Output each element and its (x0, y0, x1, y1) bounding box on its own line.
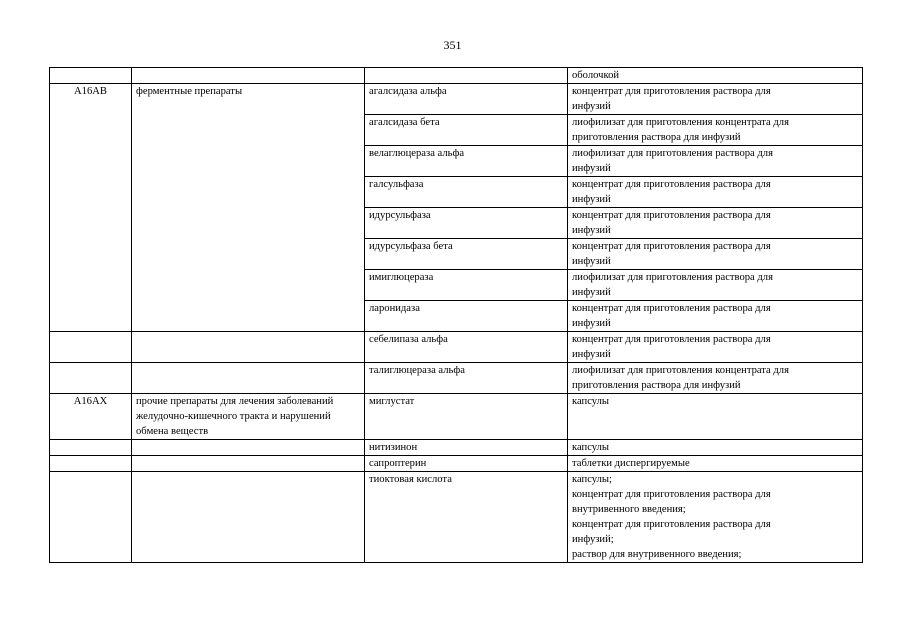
dosage-form-line: концентрат для приготовления раствора для (572, 519, 771, 530)
code-cell (50, 332, 132, 363)
drug-name-cell: агалсидаза бета (365, 115, 568, 146)
dosage-form-cell (568, 84, 863, 115)
dosage-form-line: инфузий; (572, 534, 614, 545)
code-cell (50, 472, 132, 563)
dosage-form-line: лиофилизат для приготовления концентрата для (572, 365, 789, 376)
group-cell (132, 472, 365, 563)
table-row (50, 332, 863, 363)
dosage-form-cell (568, 363, 863, 394)
code-cell: A16AB (50, 84, 132, 332)
drug-name-cell: велаглюцераза альфа (365, 146, 568, 177)
dosage-form-line: концентрат для приготовления раствора для (572, 86, 771, 97)
code-cell (50, 456, 132, 472)
group-cell: ферментные препараты (132, 84, 365, 332)
dosage-form-line: раствор для внутривенного введения; (572, 549, 742, 560)
dosage-form-line: инфузий (572, 287, 611, 298)
dosage-form-line: оболочкой (572, 70, 620, 81)
table-row (50, 84, 863, 115)
dosage-form-cell (568, 146, 863, 177)
dosage-form-line: лиофилизат для приготовления концентрата для (572, 117, 789, 128)
dosage-form-line: концентрат для приготовления раствора для (572, 489, 771, 500)
dosage-form-line: приготовления раствора для инфузий (572, 132, 741, 143)
dosage-form-cell (568, 270, 863, 301)
code-cell (50, 440, 132, 456)
dosage-form-line: инфузий (572, 194, 611, 205)
code-cell: A16AX (50, 394, 132, 440)
drug-name-cell: галсульфаза (365, 177, 568, 208)
dosage-form-line: концентрат для приготовления раствора для (572, 179, 771, 190)
group-cell: прочие препараты для лечения заболеваний желудочно-кишечного тракта и нарушений обмена веществ (132, 394, 365, 440)
dosage-form-line: внутривенного введения; (572, 504, 686, 515)
group-cell (132, 332, 365, 363)
dosage-form-cell (568, 177, 863, 208)
dosage-form-line: концентрат для приготовления раствора для (572, 303, 771, 314)
dosage-form-line: инфузий (572, 163, 611, 174)
dosage-form-cell (568, 394, 863, 440)
dosage-form-line: концентрат для приготовления раствора для (572, 241, 771, 252)
drug-name-cell: имиглюцераза (365, 270, 568, 301)
dosage-form-line: капсулы (572, 396, 610, 407)
group-cell (132, 363, 365, 394)
table-row (50, 363, 863, 394)
drug-name-cell (365, 68, 568, 84)
table-row (50, 472, 863, 563)
dosage-form-line: капсулы; (572, 474, 612, 485)
drug-name-cell: сапроптерин (365, 456, 568, 472)
drug-name-cell: идурсульфаза (365, 208, 568, 239)
table-row (50, 456, 863, 472)
code-cell (50, 68, 132, 84)
table-row (50, 68, 863, 84)
drug-name-cell: талиглюцераза альфа (365, 363, 568, 394)
dosage-form-line: инфузий (572, 256, 611, 267)
drug-name-cell: себелипаза альфа (365, 332, 568, 363)
dosage-form-line: капсулы (572, 442, 610, 453)
page-number: 351 (443, 38, 462, 52)
dosage-form-line: таблетки диспергируемые (572, 458, 690, 469)
dosage-form-cell (568, 456, 863, 472)
dosage-form-cell (568, 68, 863, 84)
dosage-form-line: приготовления раствора для инфузий (572, 380, 741, 391)
dosage-form-line: концентрат для приготовления раствора для (572, 334, 771, 345)
dosage-form-line: инфузий (572, 225, 611, 236)
dosage-form-line: лиофилизат для приготовления раствора для (572, 272, 773, 283)
group-cell (132, 440, 365, 456)
dosage-form-cell (568, 208, 863, 239)
dosage-form-line: инфузий (572, 101, 611, 112)
drug-name-cell: нитизинон (365, 440, 568, 456)
dosage-form-cell (568, 472, 863, 563)
group-cell (132, 456, 365, 472)
dosage-form-cell (568, 239, 863, 270)
dosage-form-line: инфузий (572, 318, 611, 329)
dosage-form-cell (568, 115, 863, 146)
drug-name-cell: тиоктовая кислота (365, 472, 568, 563)
drug-table (49, 67, 863, 563)
dosage-form-cell (568, 301, 863, 332)
code-cell (50, 363, 132, 394)
drug-name-cell: идурсульфаза бета (365, 239, 568, 270)
group-cell (132, 68, 365, 84)
drug-name-cell: агалсидаза альфа (365, 84, 568, 115)
dosage-form-line: лиофилизат для приготовления раствора для (572, 148, 773, 159)
table-row (50, 440, 863, 456)
drug-name-cell: миглустат (365, 394, 568, 440)
dosage-form-line: инфузий (572, 349, 611, 360)
dosage-form-cell (568, 332, 863, 363)
dosage-form-line: концентрат для приготовления раствора для (572, 210, 771, 221)
table-row (50, 394, 863, 440)
dosage-form-cell (568, 440, 863, 456)
drug-name-cell: ларонидаза (365, 301, 568, 332)
